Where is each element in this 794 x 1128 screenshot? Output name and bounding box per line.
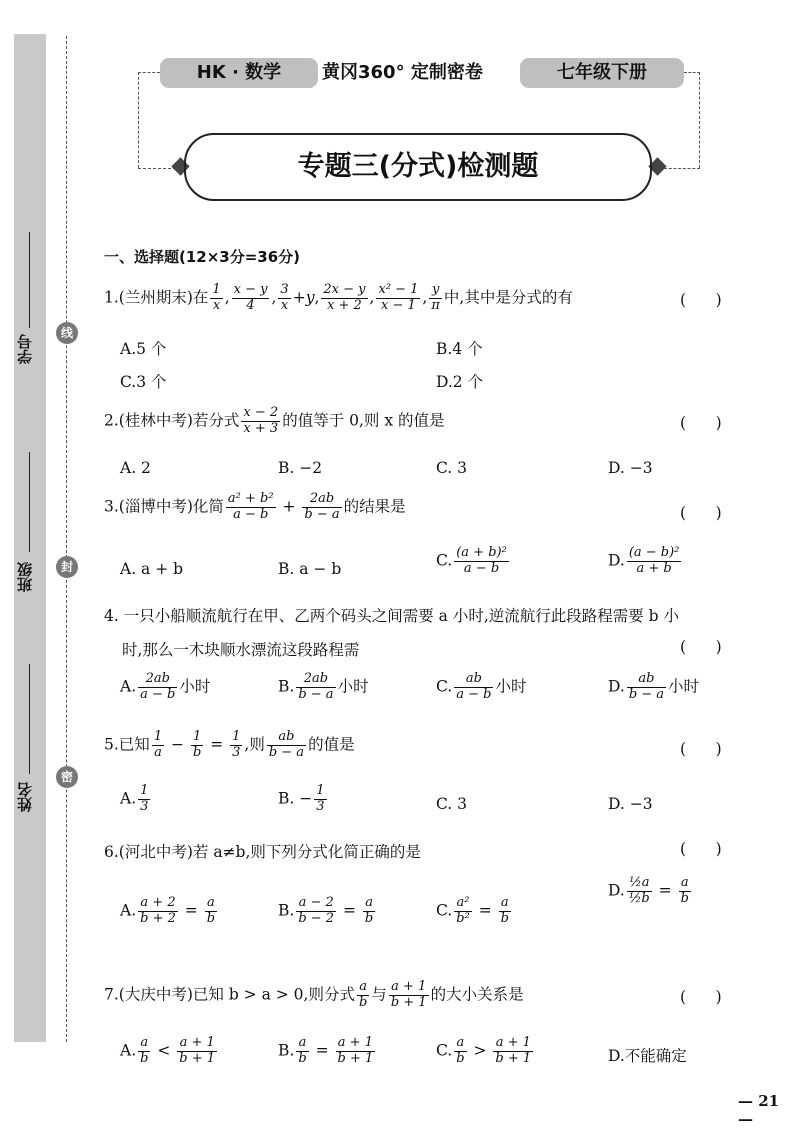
option-d: D. −3 — [608, 795, 653, 813]
option-a: A. a + b — [120, 560, 184, 578]
answer-bracket: ( ) — [680, 988, 722, 1006]
option-c: C. $\frac{\text{(a + b)²}}{a - b}$ — [436, 545, 507, 576]
option-d: D.2 个 — [436, 373, 484, 391]
q-text: ,则 — [244, 735, 265, 754]
option-a: A. $\frac{1}{3}$ — [120, 783, 149, 814]
option-c: C.3 个 — [120, 373, 167, 391]
option-d: D. $\frac{\text{½a}}{\text{½b}}$ = $\frac{a}{b}$ — [608, 875, 689, 906]
q-text: 中,其中是分式的有 — [443, 288, 573, 307]
fraction: $\frac{y}{\pi}$ — [431, 282, 440, 313]
q-text: 的值是 — [308, 735, 355, 754]
option-a: A. $\frac{a}{b}$ < $\frac{a + 1}{b + 1}$ — [120, 1035, 216, 1066]
fraction: $\frac{1}{3}$ — [140, 783, 149, 814]
question-4-line-2: 时,那么一木块顺水漂流这段路程需 — [122, 641, 360, 659]
fraction: $\frac{a + 1}{b + 1}$ — [495, 1035, 532, 1066]
header-dash-right-bottom — [664, 168, 700, 169]
series-name: 黄冈360° 定制密卷 — [322, 62, 483, 83]
section-heading: 一、选择题(12×3分=36分) — [104, 248, 301, 266]
page-title: 专题三(分式)检测题 — [184, 133, 652, 201]
fraction: $\frac{\text{a²}}{\text{b²}}$ — [456, 895, 470, 926]
class-label: 班级 — [16, 562, 34, 592]
option-c: C. 3 — [436, 459, 468, 477]
fraction: $\frac{\text{x² − 1}}{x - 1}$ — [378, 282, 419, 313]
q-source: (大庆中考) — [118, 985, 193, 1004]
fraction: $\frac{ab}{b - a}$ — [268, 729, 305, 760]
student-id-line — [29, 232, 30, 328]
option-d: D.不能确定 — [608, 1047, 687, 1065]
fraction: $\frac{1}{3}$ — [232, 729, 241, 760]
option-a: A. 2 — [120, 459, 151, 477]
fraction: $\frac{2x - y}{x + 2}$ — [323, 282, 366, 313]
fraction: $\frac{\text{(a − b)²}}{a + b}$ — [628, 545, 680, 576]
q-text: 与 — [371, 985, 387, 1004]
fraction: $\frac{ab}{b - a}$ — [628, 671, 665, 702]
fraction: $\frac{1}{x}$ — [212, 282, 221, 313]
q-text: 的值等于 0,则 x 的值是 — [282, 411, 445, 430]
question-1: 1.(兰州期末)在 $\frac{1}{x}$ , $\frac{x - y}{4}$ , $\frac{3}{x}$ +y, $\frac{2x - y}{x + 2}$ , $\frac{\text{x² − 1}}{x - 1}$ , $\frac{y}{\pi}$ 中,其中是分式的有 — [104, 282, 573, 313]
fraction: $\frac{a + 2}{b + 2}$ — [140, 895, 176, 926]
q-text: 的大小关系是 — [430, 985, 524, 1004]
fraction: $\frac{1}{b}$ — [192, 729, 202, 760]
q-source: (桂林中考) — [118, 411, 193, 430]
fraction: $\frac{a}{b}$ — [206, 895, 216, 926]
q-number: 4. — [104, 607, 119, 625]
q-number: 2. — [104, 411, 119, 430]
option-b: B. $\frac{2ab}{b - a}$ 小时 — [278, 671, 369, 702]
answer-bracket: ( ) — [680, 638, 722, 656]
fraction: $\frac{a + 1}{b + 1}$ — [390, 979, 427, 1010]
question-3: 3.(淄博中考)化简 $\frac{\text{a² + b²}}{a - b}$ + $\frac{2ab}{b - a}$ 的结果是 — [104, 491, 406, 522]
answer-bracket: ( ) — [680, 414, 722, 432]
q-source: (兰州期末) — [118, 288, 193, 307]
fraction: $\frac{\text{a² + b²}}{a - b}$ — [227, 491, 274, 522]
q-number: 1. — [104, 288, 119, 307]
fraction: $\frac{x - 2}{x + 3}$ — [243, 405, 279, 436]
option-d: D. −3 — [608, 459, 653, 477]
q-text: 在 — [192, 288, 209, 307]
fraction: $\frac{1}{a}$ — [153, 729, 163, 760]
option-a: A. $\frac{a + 2}{b + 2}$ = $\frac{a}{b}$ — [120, 895, 216, 926]
subject-pill: HK · 数学 — [160, 58, 318, 88]
fraction: $\frac{a}{b}$ — [140, 1035, 149, 1066]
fraction: $\frac{a}{b}$ — [500, 895, 509, 926]
option-a: A. $\frac{2ab}{a - b}$ 小时 — [120, 671, 211, 702]
q-source: (淄博中考) — [118, 497, 193, 516]
header-dash-right — [684, 72, 700, 73]
fraction: $\frac{a}{b}$ — [298, 1035, 307, 1066]
answer-bracket: ( ) — [680, 504, 722, 522]
option-b: B. − $\frac{1}{3}$ — [278, 783, 325, 814]
option-c: C. $\frac{ab}{a - b}$ 小时 — [436, 671, 527, 702]
option-c: C. $\frac{\text{a²}}{\text{b²}}$ = $\frac{a}{b}$ — [436, 895, 509, 926]
q-number: 3. — [104, 497, 119, 516]
fraction: $\frac{a}{b}$ — [364, 895, 374, 926]
option-b: B. −2 — [278, 459, 323, 477]
q-number: 5. — [104, 735, 119, 754]
q-text: 化简 — [192, 497, 224, 516]
binding-strip — [14, 34, 46, 1042]
question-2 — [104, 406, 445, 437]
q-source: (河北中考) — [118, 843, 193, 861]
q-text: 若 a≠b,则下列分式化简正确的是 — [192, 843, 421, 861]
seal-dashed-line — [66, 36, 67, 1042]
fraction: $\frac{ab}{a - b}$ — [456, 671, 492, 702]
seal-secret-mark: 密 — [56, 766, 78, 788]
fraction: $\frac{3}{x}$ — [280, 282, 289, 313]
option-a: A.5 个 — [120, 340, 167, 358]
fraction: $\frac{1}{3}$ — [316, 783, 325, 814]
fraction: $\frac{a - 2}{b - 2}$ — [298, 895, 335, 926]
option-c: C. 3 — [436, 795, 468, 813]
q-text: 一只小船顺流航行在甲、乙两个码头之间需要 a 小时,逆流航行此段路程需要 b 小 — [123, 607, 680, 625]
option-b: B. a − b — [278, 560, 342, 578]
fraction: $\frac{a + 1}{b + 1}$ — [337, 1035, 374, 1066]
option-b: B. $\frac{a}{b}$ = $\frac{a + 1}{b + 1}$ — [278, 1035, 374, 1066]
class-line — [29, 452, 30, 552]
fraction: $\frac{2ab}{a - b}$ — [140, 671, 176, 702]
header-dash-left — [138, 72, 160, 73]
option-d: D. $\frac{ab}{b - a}$ 小时 — [608, 671, 700, 702]
question-5: 5.已知 $\frac{1}{a}$ − $\frac{1}{b}$ = $\frac{1}{3}$ ,则 $\frac{ab}{b - a}$ 的值是 — [104, 729, 355, 760]
option-d: D. $\frac{\text{(a − b)²}}{a + b}$ — [608, 545, 680, 576]
name-line — [29, 664, 30, 774]
q-number: 6. — [104, 843, 119, 861]
header-dash-left-bottom — [138, 168, 176, 169]
q-text: 的结果是 — [343, 497, 406, 516]
q-text: 已知 — [118, 735, 150, 754]
grade-pill: 七年级下册 — [520, 58, 684, 88]
fraction: $\frac{a}{b}$ — [358, 979, 368, 1010]
seal-seal-mark: 封 — [56, 556, 78, 578]
fraction: $\frac{a}{b}$ — [680, 875, 689, 906]
header-dash-left-vert — [138, 72, 139, 168]
fraction: $\frac{2ab}{b - a}$ — [304, 491, 340, 522]
question-6 — [104, 840, 421, 862]
q-number: 7. — [104, 985, 119, 1004]
fraction: $\frac{\text{(a + b)²}}{a - b}$ — [456, 545, 507, 576]
seal-line-mark: 线 — [56, 322, 78, 344]
answer-bracket: ( ) — [680, 740, 722, 758]
page-number: — 21 — — [738, 1092, 780, 1128]
student-id-label: 学号 — [16, 334, 34, 364]
fraction: $\frac{\text{½a}}{\text{½b}}$ — [628, 875, 650, 906]
header-dash-right-vert — [699, 72, 700, 168]
fraction: $\frac{2ab}{b - a}$ — [298, 671, 334, 702]
q-text: 若分式 — [192, 411, 240, 430]
question-7 — [104, 980, 524, 1011]
answer-bracket: ( ) — [680, 291, 722, 309]
option-b: B.4 个 — [436, 340, 483, 358]
answer-bracket: ( ) — [680, 840, 722, 858]
fraction: $\frac{x - y}{4}$ — [233, 282, 268, 313]
fraction: $\frac{a + 1}{b + 1}$ — [179, 1035, 216, 1066]
fraction: $\frac{a}{b}$ — [456, 1035, 465, 1066]
q-text: 已知 b > a > 0,则分式 — [192, 985, 355, 1004]
name-label: 姓名 — [16, 782, 34, 812]
question-4 — [104, 604, 679, 626]
option-b: B. $\frac{a - 2}{b - 2}$ = $\frac{a}{b}$ — [278, 895, 374, 926]
option-c: C. $\frac{a}{b}$ > $\frac{a + 1}{b + 1}$ — [436, 1035, 532, 1066]
